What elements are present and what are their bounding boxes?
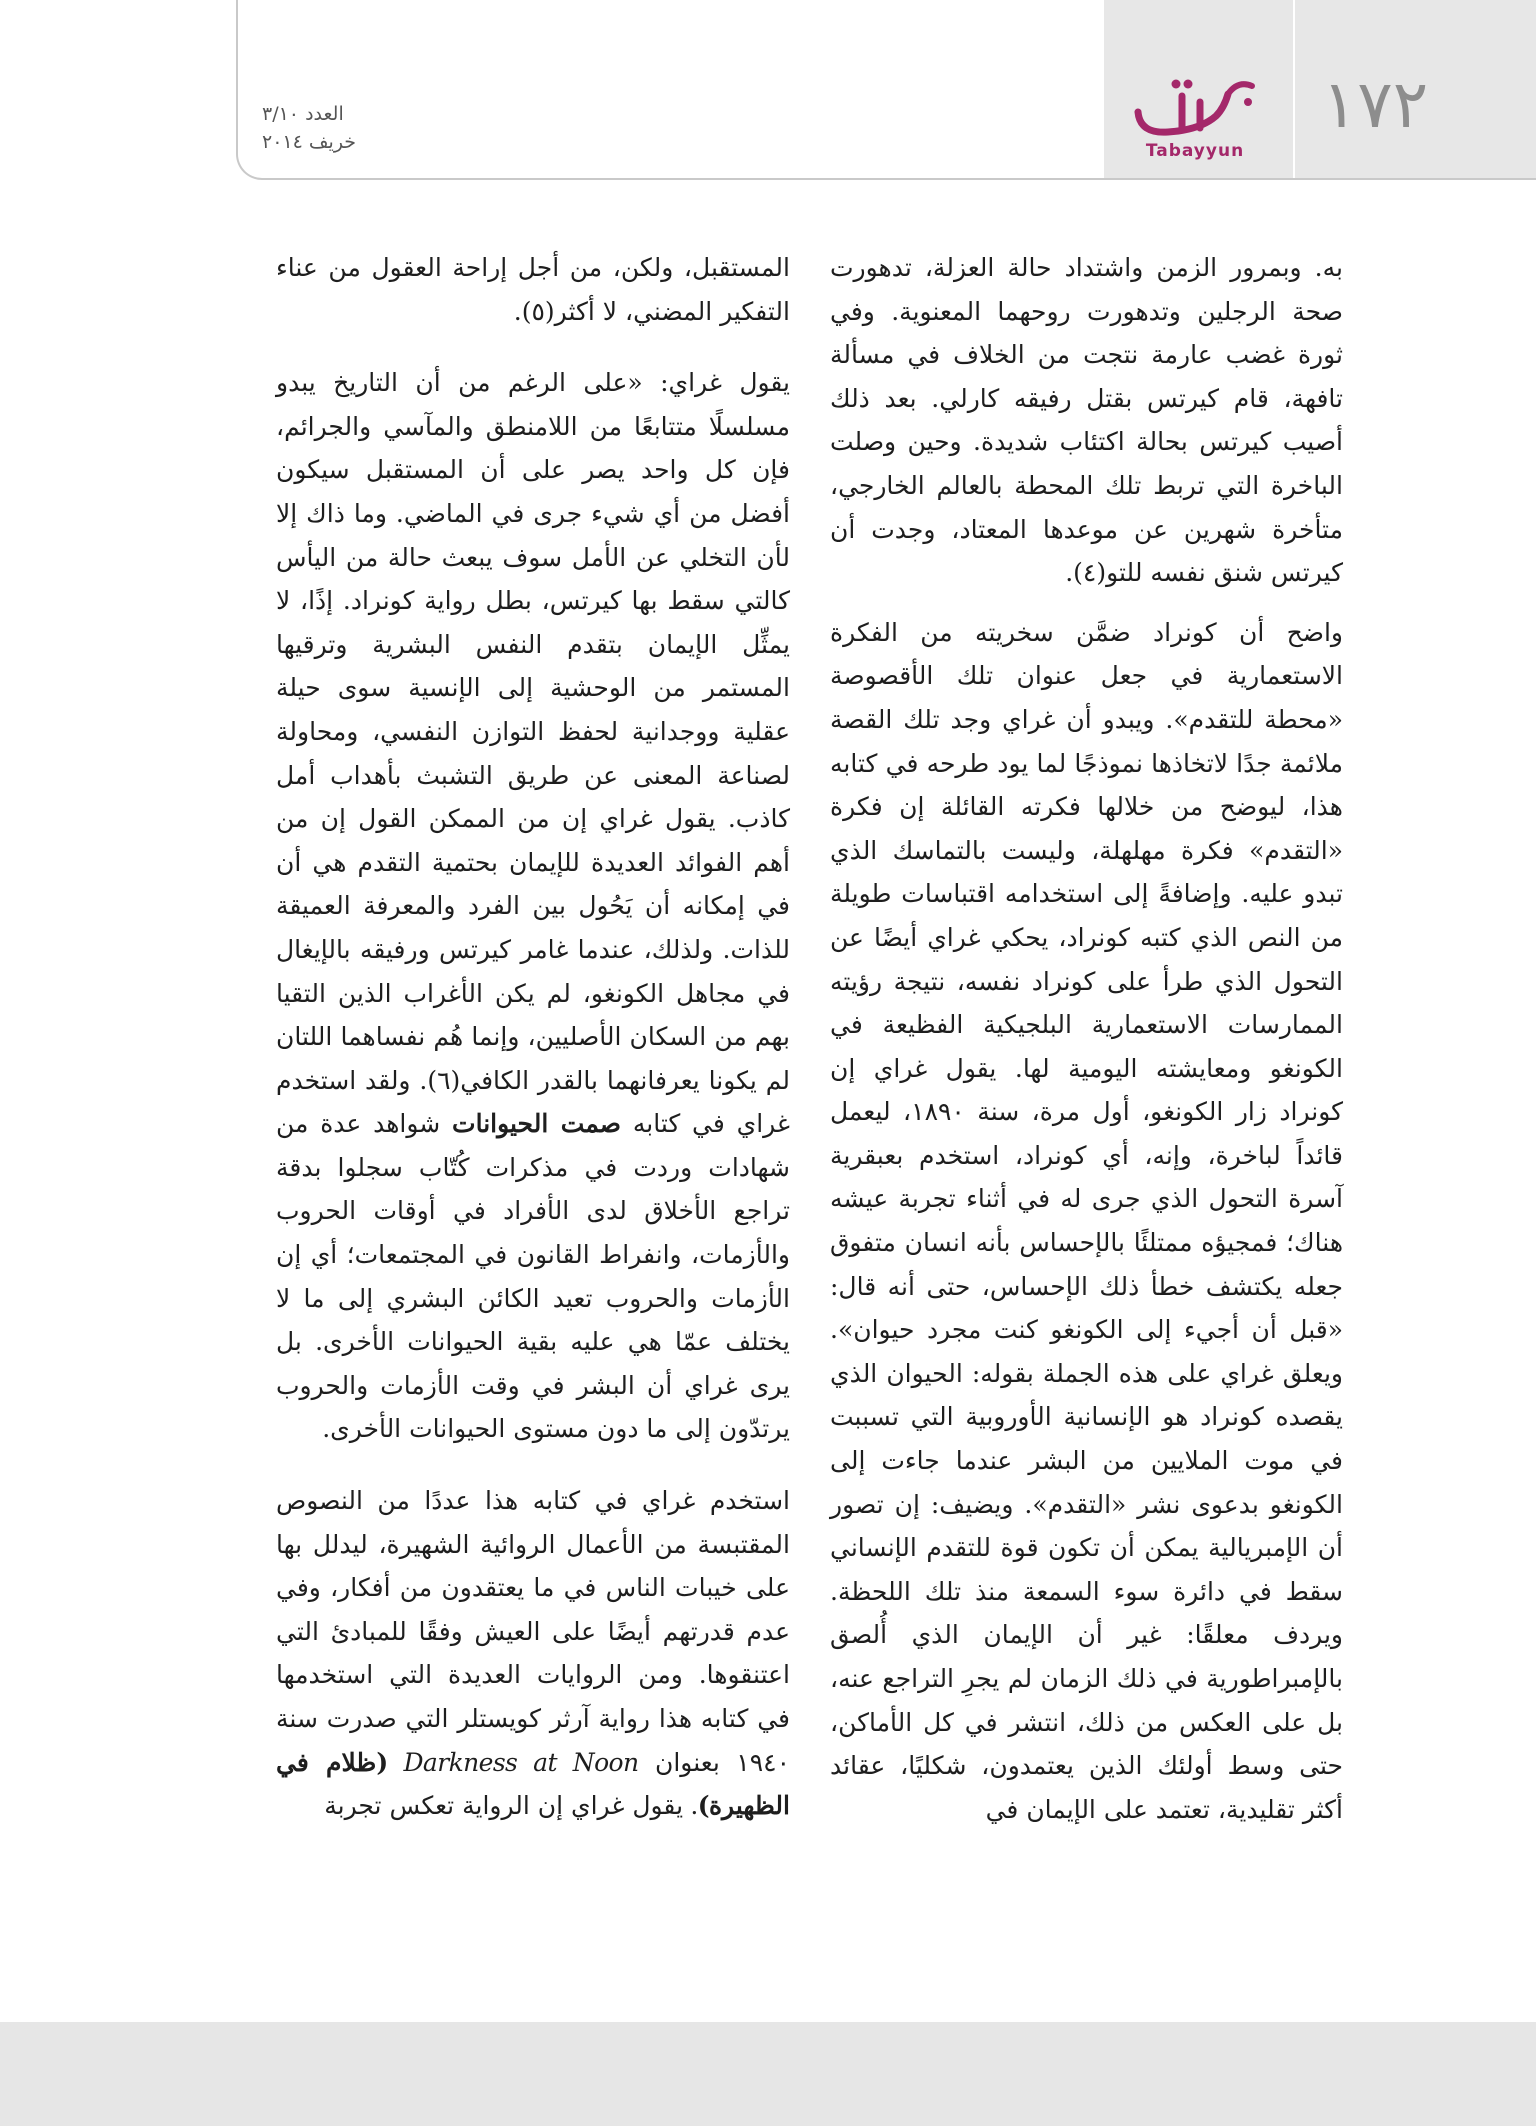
tabayyun-logo-mark (1120, 72, 1270, 142)
left-paragraph-1: المستقبل، ولكن، من أجل إراحة العقول من عناء التفكير المضني، لا أكثر(٥). (276, 253, 790, 326)
left-paragraph-3 (276, 1479, 790, 1828)
left-paragraph-2 (276, 361, 790, 1451)
novel-title-arabic: (ظلام في الظهيرة) (276, 1747, 790, 1821)
logo-text: Tabayyun (1145, 141, 1245, 161)
page-number: ١٧٢ (1321, 66, 1429, 143)
novel-title-latin: Darkness at Noon (403, 1747, 639, 1777)
left-paragraph-2-text: يقول غراي: «على الرغم من أن التاريخ يبدو مسلسلًا متتابعًا من اللامنطق والمآسي والجرائم، فإن كل واحد يصر على أن المستقبل سيكون أفضل من أي شيء جرى في الماضي. وما ذاك إلا لأن التخلي عن الأمل سوف يبعث حالة من اليأس كالتي سقط بها كيرتس، بطل رواية كونراد. إذًا، لا يمثِّل الإيمان بتقدم النفس البشرية وترقيها المستمر من الوحشية إلى الإنسية سوى حيلة عقلية ووجدانية لحفظ التوازن النفسي، ومحاولة لصناعة المعنى عن طريق التشبث بأهداب أمل كاذب. يقول غراي إن من الممكن القول إن من أهم الفوائد العديدة للإيمان بحتمية التقدم هي أن في إمكانه أن يَحُول بين الفرد والمعرفة العميقة للذات. ولذلك، عندما غامر كيرتس ورفيقه بالإيغال في مجاهل الكونغو، لم يكن الأغراب الذين التقيا بهم من السكان الأصليين، وإنما هُم نفساهما اللتان لم يكونا يعرفانهما بالقدر الكافي(٦). ولقد استخدم غراي في كتابه (276, 368, 791, 1139)
book-title-silence-of-animals: صمت الحيوانات (452, 1109, 622, 1139)
left-paragraph-3-end: . يقول غراي إن الرواية تعكس تجربة (324, 1791, 698, 1821)
left-paragraph-3-start: استخدم غراي في كتابه هذا عددًا من النصوص المقتبسة من الأعمال الروائية الشهيرة، ليدلل بها على خيبات الناس في ما يعتقدون من أفكار، وفي عدم قدرتهم أيضًا على العيش وفقًا للمبادئ التي اعتنقوها. ومن الروايات العديدة التي استخدمها في كتابه هذا رواية آرثر كويستلر التي صدرت سنة ١٩٤٠ بعنوان (276, 1486, 790, 1777)
right-paragraph-1: به. وبمرور الزمن واشتداد حالة العزلة، تدهورت صحة الرجلين وتدهورت روحهما المعنوية. وفي ثورة غضب عارمة نتجت من الخلاف في مسألة تافهة، قام كيرتس بقتل رفيقه كارلي. بعد ذلك أصيب كيرتس بحالة اكتئاب شديدة. وحين وصلت الباخرة التي تربط تلك المحطة بالعالم الخارجي، متأخرة شهرين عن موعدها المعتاد، وجدت أن كيرتس شنق نفسه للتو(٤). (830, 253, 1343, 588)
issue-number: العدد ٣/١٠ (262, 103, 344, 125)
issue-info (262, 100, 462, 156)
issue-season: خريف ٢٠١٤ (262, 131, 357, 153)
page-footer (0, 2022, 1536, 2126)
header-divider (1293, 0, 1295, 178)
tabayyun-logo (1120, 72, 1270, 162)
left-column (276, 246, 790, 1828)
right-paragraph-2: واضح أن كونراد ضمَّن سخريته من الفكرة الاستعمارية في جعل عنوان تلك الأقصوصة «محطة للتقدم». ويبدو أن غراي وجد تلك القصة ملائمة جدًا لاتخاذها نموذجًا لما يود طرحه في كتابه هذا، ليوضح من خلالها فكرته القائلة إن فكرة «التقدم» فكرة مهلهلة، وليست بالتماسك الذي تبدو عليه. وإضافةً إلى استخدامه اقتباسات طويلة من النص الذي كتبه كونراد، يحكي غراي أيضًا عن التحول الذي طرأ على كونراد نفسه، نتيجة رؤيته الممارسات الاستعمارية البلجيكية الفظيعة في الكونغو ومعايشته اليومية لها. يقول غراي إن كونراد زار الكونغو، أول مرة، سنة ١٨٩٠، ليعمل قائداً لباخرة، وإنه، أي كونراد، استخدم بعبقرية آسرة التحول الذي جرى له في أثناء تجربة عيشه هناك؛ فمجيؤه ممتلئًا بالإحساس بأنه انسان متفوق جعله يكتشف خطأ ذلك الإحساس، حتى أنه قال: «قبل أن أجيء إلى الكونغو كنت مجرد حيوان». ويعلق غراي على هذه الجملة بقوله: الحيوان الذي يقصده كونراد هو الإنسانية الأوروبية التي تسببت في موت الملايين من البشر عندما جاءت إلى الكونغو بدعوى نشر «التقدم». ويضيف: إن تصور أن الإمبريالية يمكن أن تكون قوة للتقدم الإنساني سقط في دائرة سوء السمعة منذ تلك اللحظة. ويردف معلقًا: غير أن الإيمان الذي أُلصق بالإمبراطورية في ذلك الزمان لم يجرِ التراجع عنه، بل على العكس من ذلك، انتشر في كل الأماكن، حتى وسط أولئك الذين يعتمدون، شكليًا، عقائد أكثر تقليدية، تعتمد على الإيمان في (830, 617, 1344, 1824)
right-column (830, 246, 1343, 1831)
left-paragraph-2-tail: شواهد عدة من شهادات وردت في مذكرات كُتّاب سجلوا بدقة تراجع الأخلاق لدى الأفراد في أوقات الحروب والأزمات، وانفراط القانون في المجتمعات؛ أي إن الأزمات والحروب تعيد الكائن البشري إلى ما لا يختلف عمّا هي عليه بقية الحيوانات الأخرى. بل يرى غراي أن البشر في وقت الأزمات والحروب يرتدّون إلى ما دون مستوى الحيوانات الأخرى. (276, 1109, 790, 1444)
